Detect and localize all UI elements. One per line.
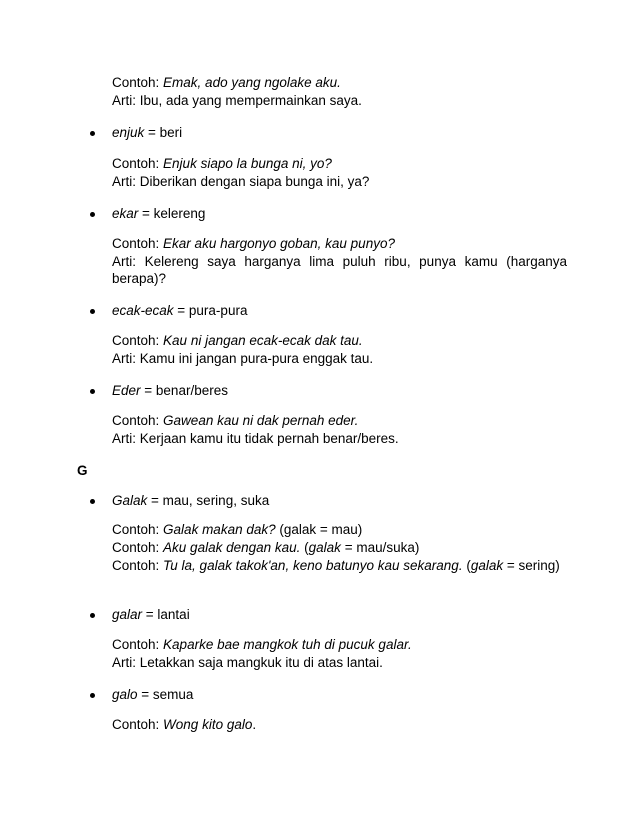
bullet-icon (90, 131, 95, 136)
section-letter-g: G (77, 463, 88, 478)
example-line-galak-3: Contoh: Tu la, galak takok'an, keno batunyo kau sekarang. (galak = sering) (112, 558, 560, 573)
entry-enjuk: enjuk = beri (112, 125, 183, 140)
meaning-line-ekar: Arti: Kelereng saya harganya lima puluh ribu, punya kamu (harganya berapa)? (112, 254, 567, 286)
meaning-line-enjuk: Arti: Diberikan dengan siapa bunga ini, ya? (112, 174, 370, 189)
bullet-icon (90, 499, 95, 504)
example-line-enjuk: Contoh: Enjuk siapo la bunga ni, yo? (112, 156, 332, 171)
entry-galo: galo = semua (112, 687, 194, 702)
example-line-ekar: Contoh: Ekar aku hargonyo goban, kau punyo? (112, 236, 395, 251)
bullet-icon (90, 309, 95, 314)
entry-galak: Galak = mau, sering, suka (112, 493, 270, 508)
bullet-icon (90, 613, 95, 618)
example-line-galo: Contoh: Wong kito galo. (112, 717, 257, 732)
bullet-icon (90, 389, 95, 394)
bullet-icon (90, 693, 95, 698)
example-line-galak-1: Contoh: Galak makan dak? (galak = mau) (112, 522, 363, 537)
entry-ekar: ekar = kelereng (112, 206, 206, 221)
bullet-icon (90, 212, 95, 217)
meaning-line-emak: Arti: Ibu, ada yang mempermainkan saya. (112, 93, 362, 108)
meaning-line-eder: Arti: Kerjaan kamu itu tidak pernah benar/beres. (112, 431, 399, 446)
example-line-eder: Contoh: Gawean kau ni dak pernah eder. (112, 413, 359, 428)
meaning-line-galar: Arti: Letakkan saja mangkuk itu di atas lantai. (112, 655, 383, 670)
example-line-galar: Contoh: Kaparke bae mangkok tuh di pucuk galar. (112, 637, 412, 652)
example-line-galak-2: Contoh: Aku galak dengan kau. (galak = mau/suka) (112, 540, 420, 555)
entry-ecak-ecak: ecak-ecak = pura-pura (112, 303, 248, 318)
example-line-emak: Contoh: Emak, ado yang ngolake aku. (112, 75, 341, 90)
entry-eder: Eder = benar/beres (112, 383, 228, 398)
entry-galar: galar = lantai (112, 607, 190, 622)
meaning-line-ecak-ecak: Arti: Kamu ini jangan pura-pura enggak tau. (112, 351, 374, 366)
example-line-ecak-ecak: Contoh: Kau ni jangan ecak-ecak dak tau. (112, 333, 363, 348)
